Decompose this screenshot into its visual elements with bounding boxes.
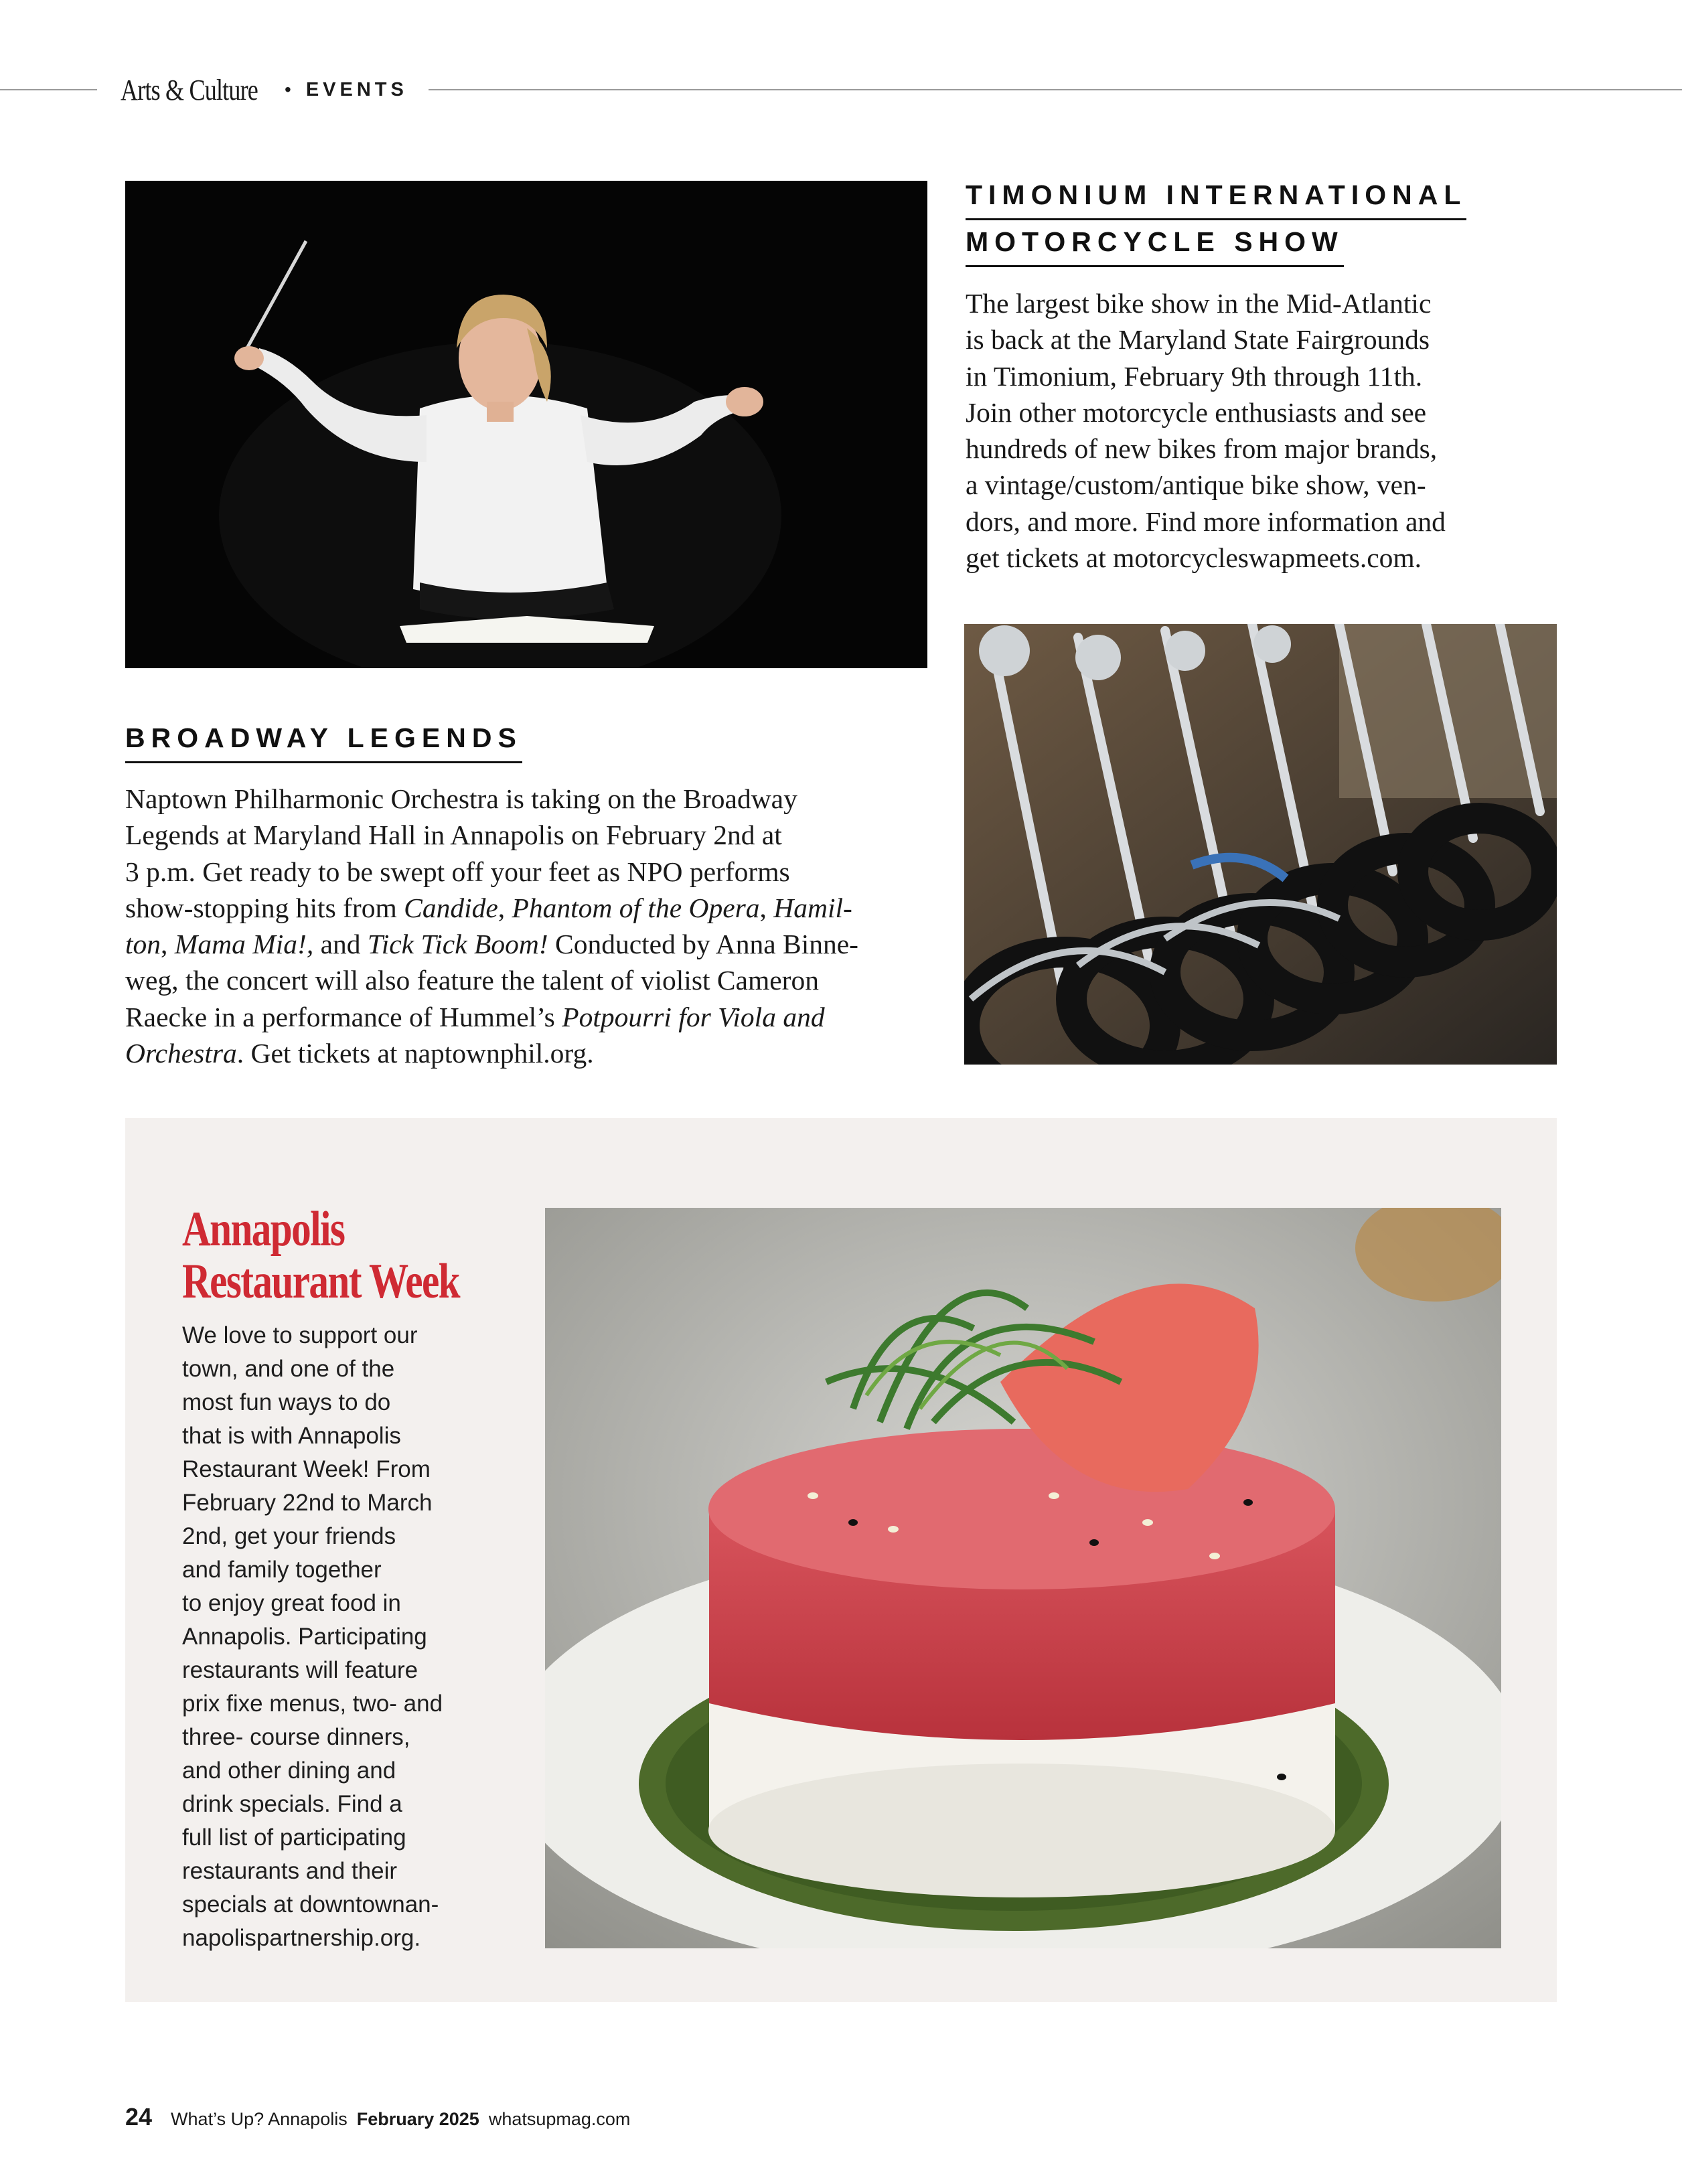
section-header xyxy=(121,70,408,110)
restaurant-week-line: 2nd, get your friends xyxy=(182,1523,396,1549)
broadway-line xyxy=(125,890,929,926)
restaurant-week-line: prix fixe menus, two- and xyxy=(182,1691,443,1717)
text-fragment: and xyxy=(313,929,368,960)
restaurant-week-line: to enjoy great food in xyxy=(182,1590,401,1616)
text-fragment: Raecke in a performance of Hummel’s xyxy=(125,1001,562,1032)
text-fragment: Conducted by Anna Binne- xyxy=(548,929,858,960)
restaurant-week-title xyxy=(182,1203,528,1308)
motorcycle-show-line: in Timonium, February 9th through 11th. xyxy=(966,360,1423,392)
magazine-name: What’s Up? Annapolis xyxy=(171,2109,348,2129)
restaurant-week-title-line: Restaurant Week xyxy=(182,1254,459,1309)
motorcycle-show-line: Join other motorcycle enthusiasts and see xyxy=(966,396,1427,428)
show-title-candide: Candide xyxy=(404,892,498,923)
restaurant-week-body xyxy=(182,1319,443,1955)
text-fragment: . Get tickets at naptownphil.org. xyxy=(236,1038,594,1069)
restaurant-week-line: full list of participating xyxy=(182,1824,406,1851)
motorcycle-show-line: The largest bike show in the Mid-Atlantic xyxy=(966,288,1432,319)
restaurant-week-line: that is with Annapolis xyxy=(182,1423,401,1449)
header-separator: • xyxy=(285,79,291,100)
motorcycle-show-line: is back at the Maryland State Fairgrounds xyxy=(966,324,1430,356)
subsection-name: EVENTS xyxy=(305,78,408,100)
restaurant-week-line: and family together xyxy=(182,1557,382,1583)
motorcycle-show-line: dors, and more. Find more information and xyxy=(966,505,1446,537)
restaurant-week-line: and other dining and xyxy=(182,1758,396,1784)
work-title-orchestra: Orchestra xyxy=(125,1038,237,1069)
show-title-tick-tick-boom: Tick Tick Boom! xyxy=(367,929,548,960)
header-rule-right xyxy=(429,89,1682,90)
restaurant-week-line: Restaurant Week! From xyxy=(182,1456,431,1482)
header-rule-left xyxy=(0,89,97,90)
broadway-line xyxy=(125,1035,929,1071)
text-fragment: , xyxy=(498,892,512,923)
broadway-line: 3 p.m. Get ready to be swept off your feet as NPO performs xyxy=(125,856,790,887)
restaurant-week-line: restaurants and their xyxy=(182,1858,398,1884)
motorcycle-show-title-line-2: MOTORCYCLE SHOW xyxy=(966,220,1344,267)
section-name: Arts & Culture xyxy=(121,73,258,106)
broadway-legends-body xyxy=(125,781,929,1071)
restaurant-week-line: drink specials. Find a xyxy=(182,1791,402,1817)
broadway-line xyxy=(125,926,929,962)
restaurant-week-line: most fun ways to do xyxy=(182,1389,391,1415)
motorcycle-show-line: hundreds of new bikes from major brands, xyxy=(966,433,1438,465)
show-title-hamilton-part2: ton xyxy=(125,929,161,960)
restaurant-week-line: We love to support our xyxy=(182,1322,418,1348)
issue-date: February 2025 xyxy=(356,2109,479,2129)
restaurant-week-line: February 22nd to March xyxy=(182,1490,433,1516)
broadway-line xyxy=(125,999,929,1035)
show-title-phantom: Phantom of the Opera xyxy=(512,892,760,923)
broadway-line: Legends at Maryland Hall in Annapolis on February 2nd at xyxy=(125,820,782,851)
restaurant-week-title-line: Annapolis xyxy=(182,1202,345,1257)
broadway-line: weg, the concert will also feature the talent of violist Cameron xyxy=(125,965,820,996)
conductor-photo xyxy=(125,181,927,668)
motorcycle-show-body xyxy=(966,285,1555,576)
broadway-line: Naptown Philharmonic Orchestra is taking on the Broadway xyxy=(125,783,797,814)
restaurant-week-line: restaurants will feature xyxy=(182,1657,418,1683)
website-url: whatsupmag.com xyxy=(488,2109,631,2129)
motorcycle-show-line: get tickets at motorcycleswapmeets.com. xyxy=(966,542,1422,574)
restaurant-week-line: specials at downtownan- xyxy=(182,1891,439,1918)
text-fragment: , xyxy=(161,929,175,960)
motorcycle-show-title-line-1: TIMONIUM INTERNATIONAL xyxy=(966,173,1466,220)
restaurant-week-line: napolispartnership.org. xyxy=(182,1925,421,1951)
restaurant-week-line: Annapolis. Participating xyxy=(182,1624,427,1650)
page-number: 24 xyxy=(125,2103,153,2130)
motorcycles-photo xyxy=(964,624,1557,1065)
broadway-legends-title: BROADWAY LEGENDS xyxy=(125,716,522,763)
restaurant-week-line: town, and one of the xyxy=(182,1356,395,1382)
restaurant-week-line: three- course dinners, xyxy=(182,1724,410,1750)
show-title-mamma-mia: Mama Mia!, xyxy=(174,929,314,960)
text-fragment: , xyxy=(759,892,774,923)
tuna-tartare-photo xyxy=(545,1208,1501,1948)
page-footer xyxy=(125,2103,630,2131)
show-title-hamilton-part1: Hamil- xyxy=(773,892,852,923)
work-title-potpourri: Potpourri for Viola and xyxy=(562,1001,825,1032)
motorcycle-show-line: a vintage/custom/antique bike show, ven- xyxy=(966,469,1426,501)
text-fragment: show-stopping hits from xyxy=(125,892,404,923)
